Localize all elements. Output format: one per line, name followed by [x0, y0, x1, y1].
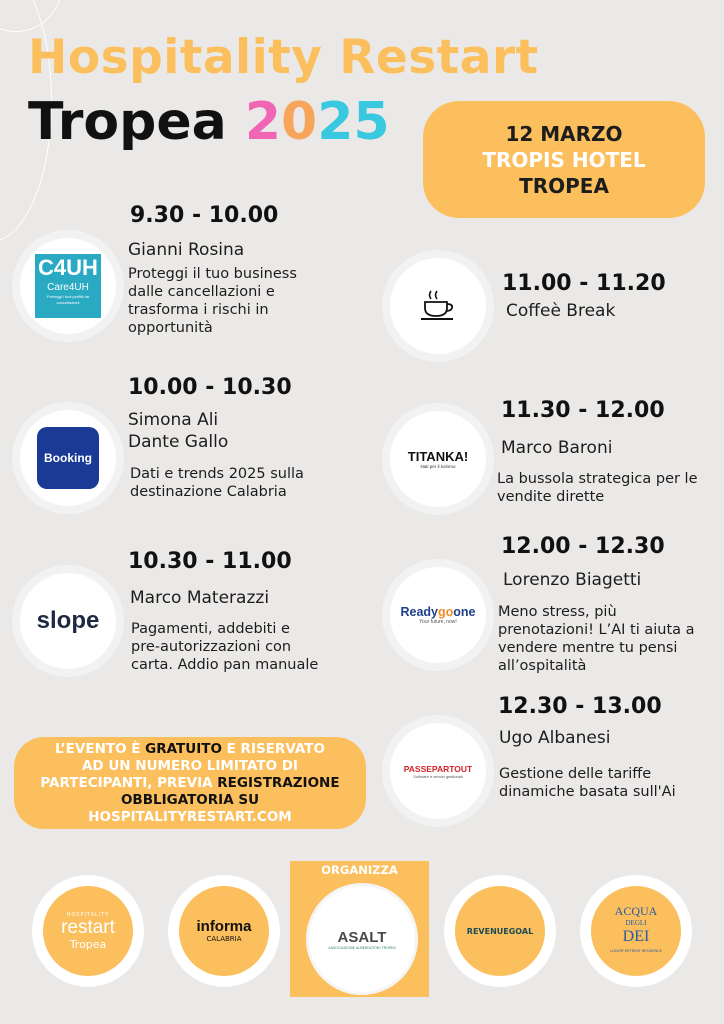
titanka-logo: TITANKA! Nati per il turismo [382, 403, 494, 515]
slope-logo: slope [12, 565, 124, 677]
registration-link[interactable]: HOSPITALITYRESTART.COM [88, 808, 292, 825]
session-speaker: Simona Ali Dante Gallo [128, 410, 229, 452]
sponsor-acqua-degli-dei: ACQUA DEGLI DEI LUXURY RETREAT RESIDENCE [580, 875, 692, 987]
year-digit-2: 0 [281, 92, 318, 152]
sponsor-revenuegoal: REVENUEGOAL [444, 875, 556, 987]
event-location: TROPEA [519, 173, 609, 198]
date-location-box [423, 101, 705, 218]
year-digit-3: 2 [317, 92, 354, 152]
registration-banner: L’EVENTO È GRATUITO E RISERVATO AD UN NUMERO LIMITATO DI PARTECIPANTI, PREVIA REGISTRAZIONE OBBLIGATORIA SU HOSPITALITYRESTART.COM [14, 737, 366, 829]
readygoone-logo: Readygoone Your future, now! [382, 559, 494, 671]
session-speaker: Marco Materazzi [130, 588, 270, 608]
session-description: Proteggi il tuo business dalle cancellazioni e trasforma i rischi in opportunità [128, 266, 297, 336]
session-time: 11.00 - 11.20 [502, 271, 666, 296]
booking-logo: Booking [12, 402, 124, 514]
session-description: Meno stress, più prenotazioni! L’AI ti aiuta a vendere mentre tu pensi all’ospitalità [498, 604, 695, 674]
session-speaker: Gianni Rosina [128, 240, 245, 260]
session-time: 12.00 - 12.30 [501, 534, 665, 559]
event-city: Tropea [28, 92, 227, 152]
asalt-logo: ASALT ASSOCIAZIONE ALBERGATORI TROPEA [306, 883, 418, 995]
year-digit-1: 2 [244, 92, 282, 152]
session-description: Pagamenti, addebiti e pre-autorizzazioni con carta. Addio pan manuale [131, 621, 319, 673]
session-time: 11.30 - 12.00 [501, 398, 665, 423]
organizer-box [290, 861, 429, 997]
session-description: Gestione delle tariffe dinamiche basata sull'Ai [499, 766, 676, 800]
session-time: 9.30 - 10.00 [130, 203, 279, 228]
care4uh-logo: C4UH Care4UH Proteggi i tuoi profitti da cancellazioni [12, 230, 124, 342]
session-speaker: Lorenzo Biagetti [503, 570, 642, 590]
event-city-year [28, 92, 390, 152]
event-date: 12 MARZO [505, 121, 623, 146]
session-time: 10.00 - 10.30 [128, 375, 292, 400]
sponsor-informa-calabria: informa CALABRIA [168, 875, 280, 987]
session-time: 10.30 - 11.00 [128, 549, 292, 574]
coffee-cup-icon [418, 289, 458, 323]
session-description: Dati e trends 2025 sulla destinazione Calabria [130, 466, 304, 500]
event-venue: TROPIS HOTEL [482, 147, 646, 172]
sponsor-hospitality-restart: HOSPITALITY restart Tropea [32, 875, 144, 987]
session-speaker: Marco Baroni [501, 438, 613, 458]
coffee-logo [382, 250, 494, 362]
organizer-label: ORGANIZZA [321, 863, 398, 877]
session-time: 12.30 - 13.00 [498, 694, 662, 719]
decor-circle-top [0, 0, 62, 32]
session-description: La bussola strategica per le vendite dirette [497, 471, 698, 505]
coffee-break-label: Coffeè Break [506, 301, 616, 321]
session-speaker: Ugo Albanesi [499, 728, 611, 748]
year-digit-4: 5 [353, 92, 390, 152]
passepartout-logo: PASSEPARTOUT Software e servizi gestionali [382, 715, 494, 827]
event-title: Hospitality Restart [28, 30, 539, 85]
